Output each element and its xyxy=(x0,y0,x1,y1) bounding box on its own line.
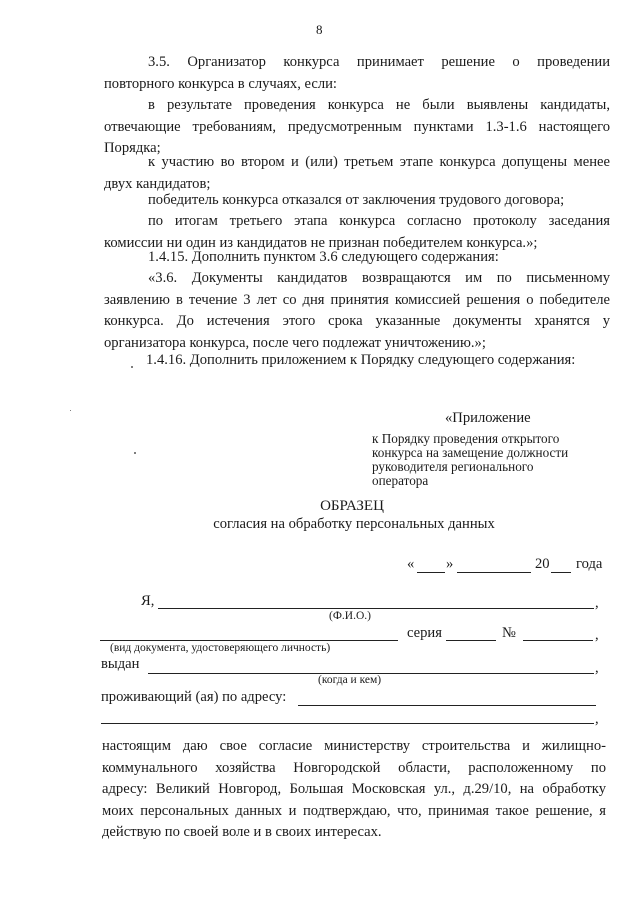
series-label: серия xyxy=(407,625,442,641)
text-line: адресу: Великий Новгород, Большая Московская ул., д.29/10, на обработку xyxy=(102,781,606,797)
clause-3-6 xyxy=(104,268,610,354)
date-open-quote: « xyxy=(407,556,415,572)
text-line: «3.6. Документы кандидатов возвращаются им по письменному xyxy=(148,270,610,286)
text-line: Порядка; xyxy=(104,140,161,156)
amendment-1-4-16 xyxy=(104,350,610,372)
amendment-1-4-15 xyxy=(104,247,610,269)
issued-comma: , xyxy=(595,660,599,676)
page-number: 8 xyxy=(316,22,323,37)
number-comma: , xyxy=(595,627,599,643)
text-line: 1.4.15. Дополнить пунктом 3.6 следующего содержания: xyxy=(148,249,499,265)
clause-3-5 xyxy=(104,52,610,95)
date-year-suffix: года xyxy=(576,556,603,572)
text-line: двух кандидатов; xyxy=(104,175,211,192)
text-line: оператора xyxy=(372,473,429,488)
appendix-title: «Приложение xyxy=(445,410,531,426)
text-line: в результате проведения конкурса не были выявлены кандидаты, xyxy=(148,97,610,113)
address-field-line-2[interactable] xyxy=(101,723,594,724)
consent-text xyxy=(102,736,606,844)
text-line: действую по своей воле и в своих интересах. xyxy=(102,824,382,840)
text-line: к Порядку проведения открытого xyxy=(372,431,560,446)
text-line: к участию во втором и (или) третьем этапе конкурса допущены менее xyxy=(148,154,610,170)
ya-label: Я, xyxy=(141,593,155,609)
clause-3-5-item-3 xyxy=(104,190,610,212)
date-month-field[interactable] xyxy=(457,572,531,573)
issued-caption: (когда и кем) xyxy=(318,674,382,686)
text-line: конкурса на замещение должности xyxy=(372,445,569,460)
clause-3-5-item-1 xyxy=(104,95,610,160)
scan-speck xyxy=(131,366,133,368)
fio-caption: (Ф.И.О.) xyxy=(329,610,371,622)
text-line: комиссии ни один из кандидатов не признан победителем конкурса.»; xyxy=(104,234,538,251)
series-field[interactable] xyxy=(446,640,496,641)
text-line: руководителя регионального xyxy=(372,459,534,474)
text-line: организатора конкурса, после чего подлежат уничтожению.»; xyxy=(104,334,486,351)
fio-field[interactable] xyxy=(158,608,594,609)
issued-label: выдан xyxy=(101,656,140,672)
date-year-field[interactable] xyxy=(551,572,571,573)
date-day-field[interactable] xyxy=(417,572,445,573)
document-type-field[interactable] xyxy=(100,640,398,641)
document-caption: (вид документа, удостоверяющего личность) xyxy=(110,642,331,654)
fio-comma: , xyxy=(595,595,599,611)
text-line: коммунального хозяйства Новгородской области, расположенному по xyxy=(102,759,606,776)
text-line: конкурса. До истечения этого срока указанные документы хранятся у xyxy=(104,313,610,329)
address-comma: , xyxy=(595,711,599,727)
date-close-quote: » xyxy=(446,556,454,572)
text-line: моих персональных данных и подтверждаю, что, принимая такое решение, я xyxy=(102,802,606,819)
scan-speck xyxy=(134,452,136,454)
text-line: по итогам третьего этапа конкурса согласно протоколу заседания xyxy=(148,213,610,229)
appendix-reference xyxy=(372,432,602,488)
text-line: повторного конкурса в случаях, если: xyxy=(104,75,337,92)
address-field-line-1[interactable] xyxy=(298,705,596,706)
text-line: победитель конкурса отказался от заключения трудового договора; xyxy=(148,192,565,208)
text-line: 1.4.16. Дополнить приложением к Порядку следующего содержания: xyxy=(146,352,576,368)
text-line: заявлению в течение 3 лет со дня принятия комиссией решения о победителе xyxy=(104,291,610,308)
number-label: № xyxy=(502,625,516,641)
clause-3-5-item-2 xyxy=(104,152,610,195)
form-heading: ОБРАЗЕЦ xyxy=(320,498,384,514)
date-year-prefix: 20 xyxy=(535,556,550,572)
text-line: настоящим даю свое согласие министерству строительства и жилищно- xyxy=(102,738,606,754)
form-subheading: согласия на обработку персональных данных xyxy=(213,516,495,532)
scan-speck xyxy=(70,410,71,411)
text-line: отвечающие требованиям, предусмотренным пунктами 1.3-1.6 настоящего xyxy=(104,118,610,135)
address-label: проживающий (ая) по адресу: xyxy=(101,689,287,705)
text-line: 3.5. Организатор конкурса принимает решение о проведении xyxy=(148,54,610,70)
number-field[interactable] xyxy=(523,640,593,641)
